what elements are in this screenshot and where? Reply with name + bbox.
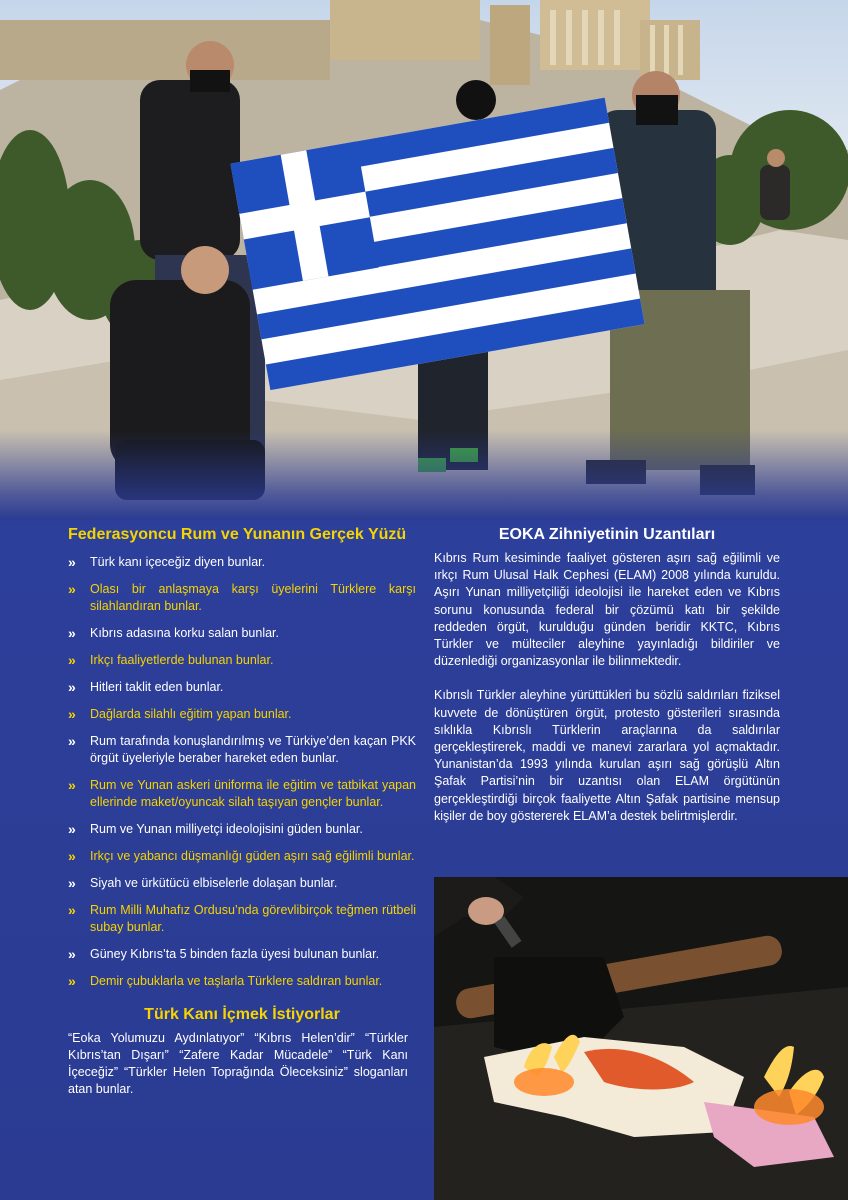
list-item (68, 875, 416, 892)
list-item-text: Irkçı ve yabancı düşmanlığı güden aşırı sağ eğilimli bunlar. (90, 849, 415, 863)
elam-paragraph-1: Kıbrıs Rum kesiminde faaliyet gösteren aşırı sağ eğilimli ve ırkçı Rum Ulusal Halk Cephesi (ELAM) 2008 yılında kuruldu. Aşırı Yunan milliyetçiliği ideolojisi ile hareket eden ve Kıbrıs sorunu konusunda federal bir çözümü katı bir şekilde reddeden örgüt, kurulduğu günden beridir KKTC, Kıbrıs Türkler ve mülteciler aleyhine yayınladığı bildiriler ve düzenlediği organizasyonlar ile bilinmektedir. (434, 551, 780, 669)
list-item-text: Irkçı faaliyetlerde bulunan bunlar. (90, 653, 274, 667)
list-item (68, 554, 416, 571)
list-item-text: Türk kanı içeceğiz diyen bunlar. (90, 555, 266, 569)
list-item (68, 973, 416, 990)
list-item-text: Hitleri taklit eden bunlar. (90, 680, 224, 694)
bullet-icon: » (68, 875, 76, 891)
list-item (68, 821, 416, 838)
list-item (68, 581, 416, 615)
flag-burning-illustration (434, 877, 848, 1200)
bullet-icon: » (68, 652, 76, 668)
left-heading: Federasyoncu Rum ve Yunanın Gerçek Yüzü (68, 526, 407, 543)
list-item (68, 902, 416, 936)
list-item (68, 733, 416, 767)
list-item-text: Kıbrıs adasına korku salan bunlar. (90, 626, 280, 640)
bullet-icon: » (68, 733, 76, 749)
bullet-icon: » (68, 946, 76, 962)
right-column (434, 524, 780, 825)
list-item (68, 679, 416, 696)
bullet-icon: » (68, 679, 76, 695)
list-item (68, 777, 416, 811)
list-item-text: Siyah ve ürkütücü elbiselerle dolaşan bunlar. (90, 876, 338, 890)
list-item-text: Olası bir anlaşmaya karşı üyelerini Türklere karşı silahlandıran bunlar. (90, 582, 416, 613)
list-item-text: Rum Milli Muhafız Ordusu’nda görevlibirçok teğmen rütbeli subay bunlar. (90, 903, 416, 934)
acropolis-flag-illustration (0, 0, 848, 520)
left-column (68, 524, 416, 1098)
list-item (68, 625, 416, 642)
slogans-paragraph: “Eoka Yolumuzu Aydınlatıyor” “Kıbrıs Helen’dir” “Türkler Kıbrıs’tan Dışarı” “Zafere Kadar Mücadele” “Türk Kanı İçeceğiz” “Türkler Helen Toprağında Öleceksiniz” sloganları atan bunlar. (68, 1031, 408, 1096)
list-item (68, 946, 416, 963)
list-item-text: Demir çubuklarla ve taşlarla Türklere saldıran bunlar. (90, 974, 383, 988)
slogans-heading: Türk Kanı İçmek İstiyorlar (144, 1006, 340, 1023)
elam-paragraph-2: Kıbrıslı Türkler aleyhine yürüttükleri bu sözlü saldırıları fiziksel kuvvete de dönüştüren örgüt, protesto gösterileri sırasında sıklıkla Kıbrıslı Türklerin araçlarına da saldırılar gerçekleştirerek, maddi ve manevi zararlara yol açmaktadır. Yunanistan’da 1993 yılında kurulan aşırı sağ görüşlü Altın Şafak Partisi’nin bir uzantısı olan ELAM örgütünün gerçekleştirdiği birçok faaliyette Altın Şafak partisine mensup kişiler de boy göstererek ELAM’a destek belirtmişlerdir. (434, 688, 780, 823)
claims-list (68, 554, 416, 990)
list-item (68, 848, 416, 865)
bullet-icon: » (68, 625, 76, 641)
bullet-icon: » (68, 554, 76, 570)
right-heading: EOKA Zihniyetinin Uzantıları (498, 526, 716, 543)
bullet-icon: » (68, 821, 76, 837)
bullet-icon: » (68, 848, 76, 864)
bullet-icon: » (68, 973, 76, 989)
bullet-icon: » (68, 902, 76, 918)
list-item (68, 652, 416, 669)
list-item (68, 706, 416, 723)
flag-burning-photo (434, 877, 848, 1200)
list-item-text: Güney Kıbrıs’ta 5 binden fazla üyesi bulunan bunlar. (90, 947, 380, 961)
bullet-icon: » (68, 581, 76, 597)
list-item-text: Rum ve Yunan milliyetçi ideolojisini güden bunlar. (90, 822, 363, 836)
bullet-icon: » (68, 706, 76, 722)
list-item-text: Rum ve Yunan askeri üniforma ile eğitim ve tatbikat yapan ellerinde maket/oyuncak silah taşıyan gençler bunlar. (90, 778, 416, 809)
list-item-text: Rum tarafında konuşlandırılmış ve Türkiye’den kaçan PKK örgüt üyeleriyle beraber hareket eden bunlar. (90, 734, 416, 765)
list-item-text: Dağlarda silahlı eğitim yapan bunlar. (90, 707, 292, 721)
acropolis-flag-photo (0, 0, 848, 520)
bullet-icon: » (68, 777, 76, 793)
